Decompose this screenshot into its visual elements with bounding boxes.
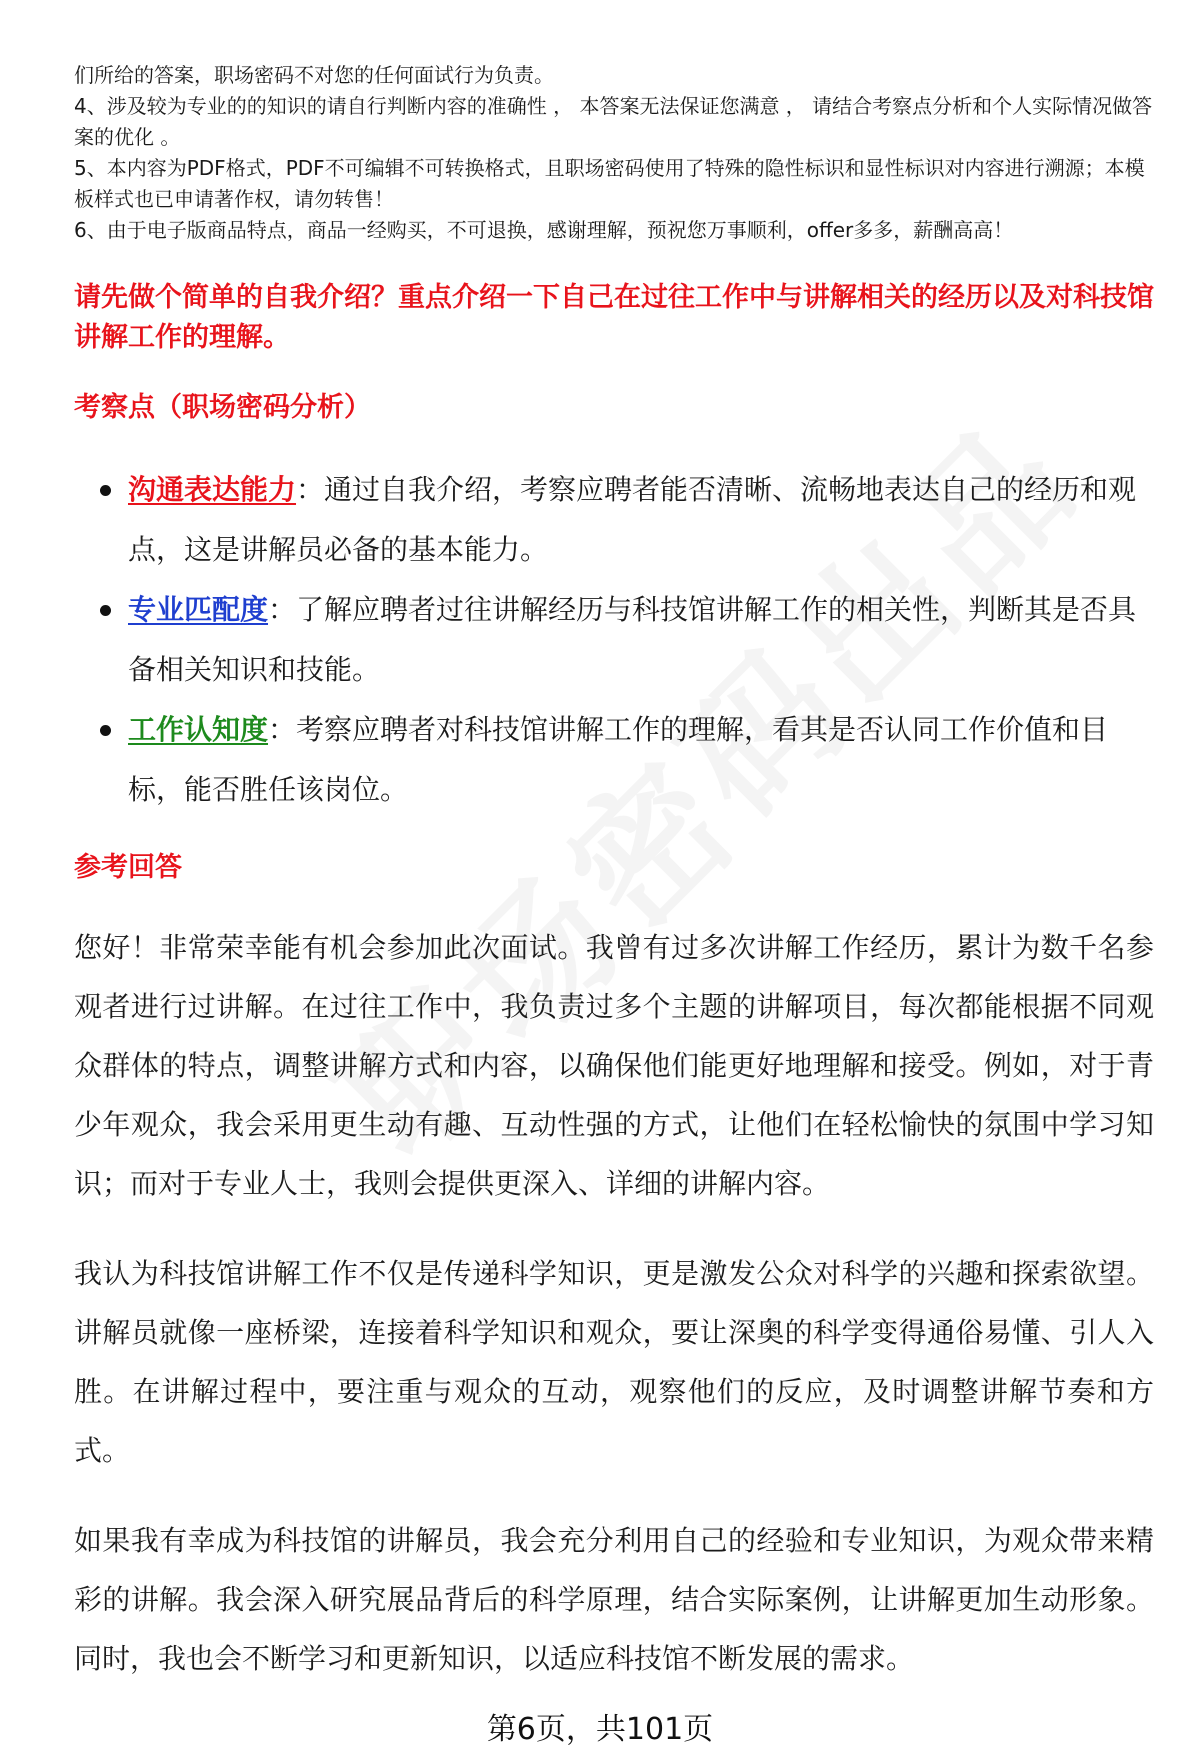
notice-line: 5、本内容为PDF格式，PDF不可编辑不可转换格式，且职场密码使用了特殊的隐性标识和显性标识对内容进行溯源；本模板样式也已申请著作权，请勿转售！ [74,156,1145,211]
exam-point-keyword: 工作认知度 [128,713,269,746]
answer-heading: 参考回答 [74,852,182,883]
exam-point-item [74,580,1154,700]
bullet-icon [100,485,111,496]
answer-body [74,918,1154,1719]
notice-list [74,60,1154,246]
bullet-icon [100,725,111,736]
exam-point-item [74,700,1154,820]
notice-line: 们所给的答案，职场密码不对您的任何面试行为负责。 [74,63,554,87]
bullet-icon [100,605,111,616]
exam-points-list [74,460,1154,820]
notice-line: 6、由于电子版商品特点，商品一经购买，不可退换，感谢理解，预祝您万事顺利，offer多多，薪酬高高！ [74,218,1014,242]
answer-paragraph: 如果我有幸成为科技馆的讲解员，我会充分利用自己的经验和专业知识，为观众带来精彩的讲解。我会深入研究展品背后的科学原理，结合实际案例，让讲解更加生动形象。同时，我也会不断学习和更新知识，以适应科技馆不断发展的需求。 [74,1524,1154,1675]
exam-point-keyword: 沟通表达能力 [128,473,297,506]
interview-question: 请先做个简单的自我介绍？重点介绍一下自己在过往工作中与讲解相关的经历以及对科技馆讲解工作的理解。 [74,282,1154,353]
exam-point-text: ：了解应聘者过往讲解经历与科技馆讲解工作的相关性，判断其是否具备相关知识和技能。 [128,593,1137,686]
page-number: 第6页，共101页 [486,1712,714,1747]
exam-point-text: ：考察应聘者对科技馆讲解工作的理解，看其是否认同工作价值和目标，能否胜任该岗位。 [128,713,1109,806]
notice-line: 4、涉及较为专业的的知识的请自行判断内容的准确性 ， 本答案无法保证您满意 ， 请结合考察点分析和个人实际情况做答案的优化 。 [74,94,1153,149]
exam-point-keyword: 专业匹配度 [128,593,269,626]
exam-point-text: ：通过自我介绍，考察应聘者能否清晰、流畅地表达自己的经历和观点，这是讲解员必备的基本能力。 [128,473,1137,566]
answer-paragraph: 我认为科技馆讲解工作不仅是传递科学知识，更是激发公众对科学的兴趣和探索欲望。讲解员就像一座桥梁，连接着科学知识和观众，要让深奥的科学变得通俗易懂、引人入胜。在讲解过程中，要注重与观众的互动，观察他们的反应，及时调整讲解节奏和方式。 [74,1257,1154,1467]
exam-point-item [74,460,1154,580]
exam-points-heading: 考察点（职场密码分析） [74,392,371,423]
answer-paragraph: 您好！非常荣幸能有机会参加此次面试。我曾有过多次讲解工作经历，累计为数千名参观者进行过讲解。在过往工作中，我负责过多个主题的讲解项目，每次都能根据不同观众群体的特点，调整讲解方式和内容，以确保他们能更好地理解和接受。例如，对于青少年观众，我会采用更生动有趣、互动性强的方式，让他们在轻松愉快的氛围中学习知识；而对于专业人士，我则会提供更深入、详细的讲解内容。 [74,931,1154,1200]
